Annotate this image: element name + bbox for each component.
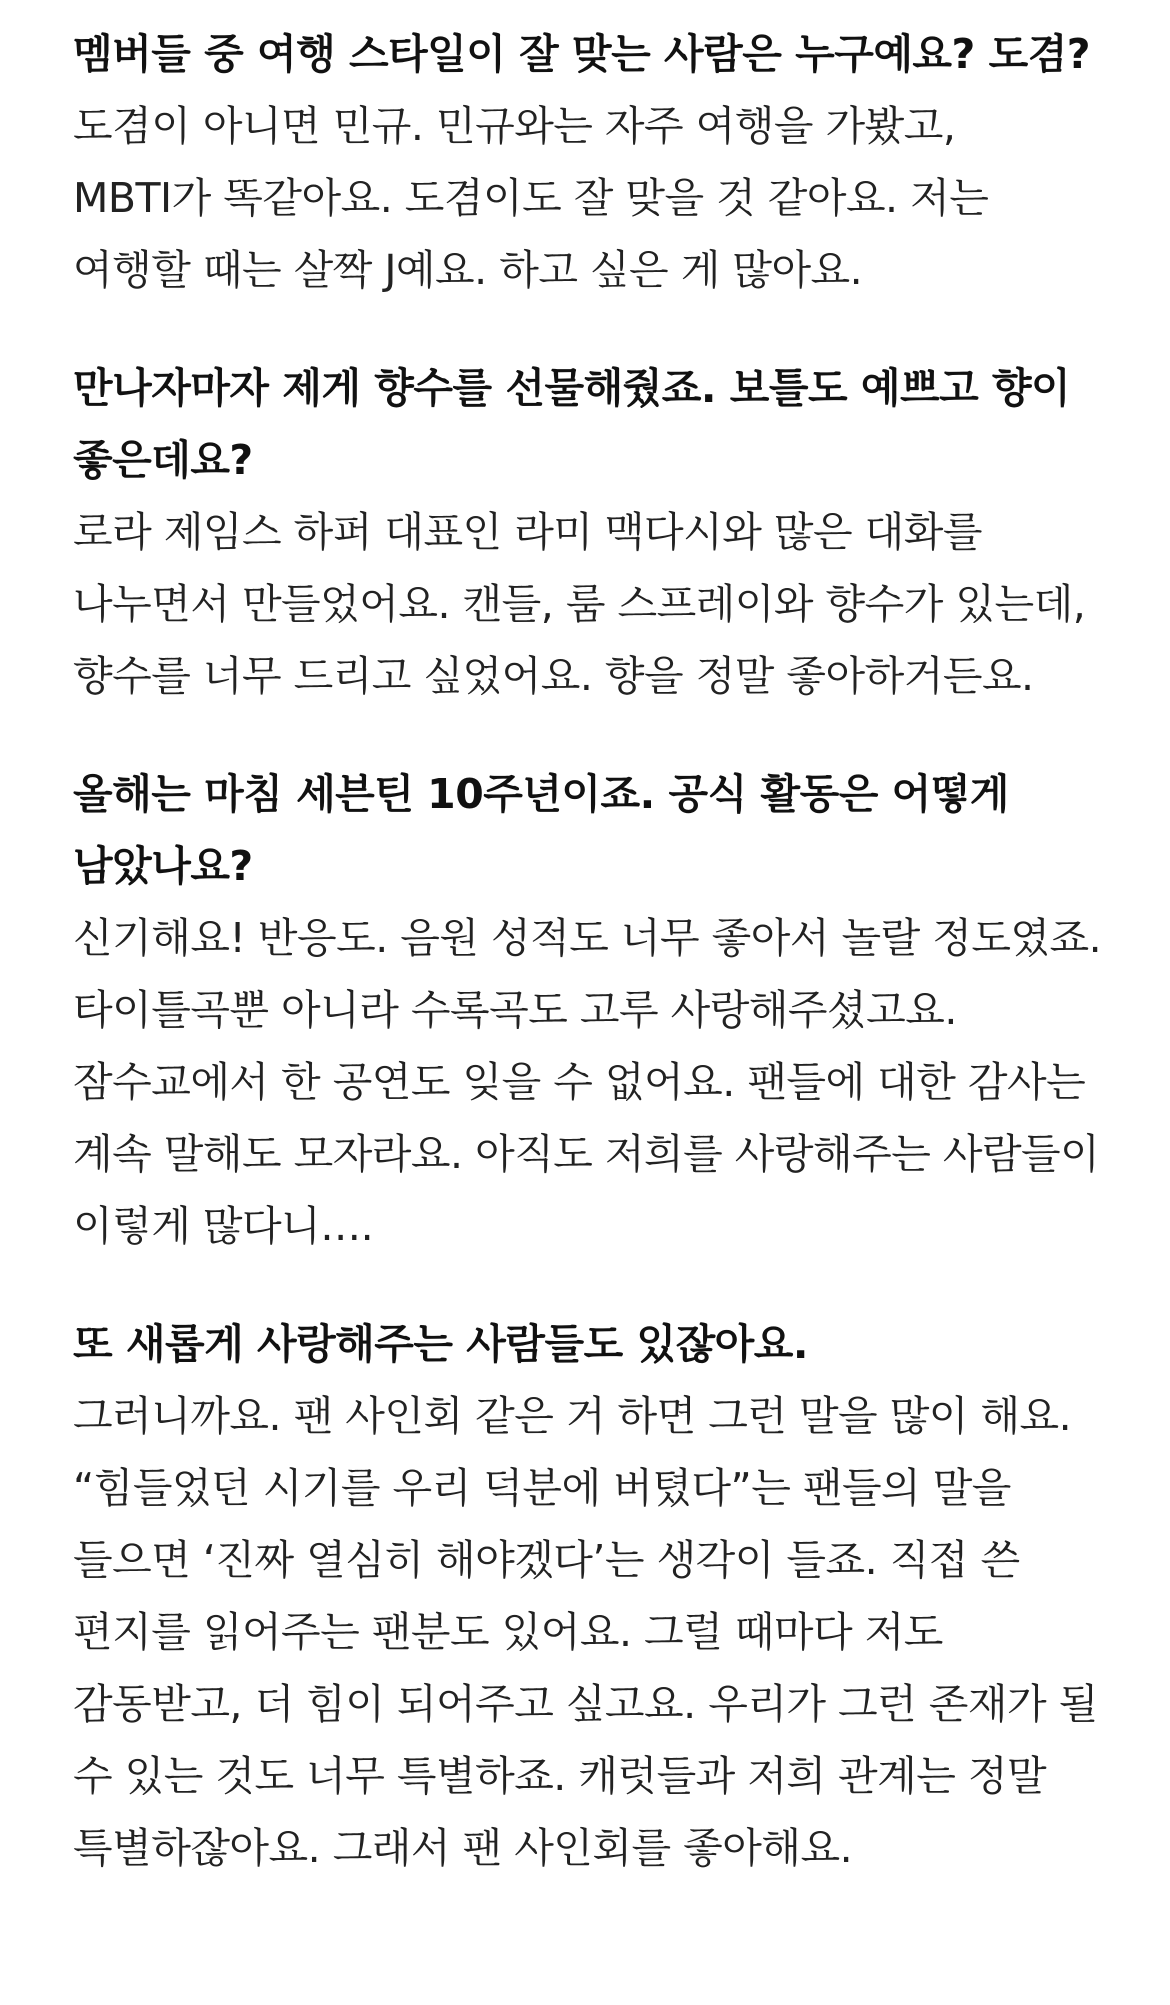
qa-block: [73, 758, 1103, 1262]
qa-block: [73, 1308, 1103, 1884]
interview-question: 올해는 마침 세븐틴 10주년이죠. 공식 활동은 어떻게 남았나요?: [73, 770, 1009, 890]
interview-article: [73, 18, 1103, 1930]
interview-answer: 도겸이 아니면 민규. 민규와는 자주 여행을 가봤고, MBTI가 똑같아요. 도겸이도 잘 맞을 것 같아요. 저는 여행할 때는 살짝 J예요. 하고 싶은 게 많아요.: [73, 102, 989, 294]
interview-answer: 신기해요! 반응도. 음원 성적도 너무 좋아서 놀랄 정도였죠. 타이틀곡뿐 아니라 수록곡도 고루 사랑해주셨고요. 잠수교에서 한 공연도 잊을 수 없어요. 팬들에 대한 감사는 계속 말해도 모자라요. 아직도 저희를 사랑해주는 사람들이 이렇게 많다니….: [73, 914, 1102, 1250]
qa-block: [73, 18, 1103, 306]
interview-answer: 그러니까요. 팬 사인회 같은 거 하면 그런 말을 많이 해요. “힘들었던 시기를 우리 덕분에 버텼다”는 팬들의 말을 들으면 ‘진짜 열심히 해야겠다’는 생각이 들죠. 직접 쓴 편지를 읽어주는 팬분도 있어요. 그럴 때마다 저도 감동받고, 더 힘이 되어주고 싶고요. 우리가 그런 존재가 될 수 있는 것도 너무 특별하죠. 캐럿들과 저희 관계는 정말 특별하잖아요. 그래서 팬 사인회를 좋아해요.: [73, 1392, 1098, 1872]
interview-answer: 로라 제임스 하퍼 대표인 라미 맥다시와 많은 대화를 나누면서 만들었어요. 캔들, 룸 스프레이와 향수가 있는데, 향수를 너무 드리고 싶었어요. 향을 정말 좋아하거든요.: [73, 508, 1086, 700]
interview-question: 멤버들 중 여행 스타일이 잘 맞는 사람은 누구예요? 도겸?: [73, 30, 1091, 78]
interview-question: 또 새롭게 사랑해주는 사람들도 있잖아요.: [73, 1320, 808, 1368]
interview-question: 만나자마자 제게 향수를 선물해줬죠. 보틀도 예쁘고 향이 좋은데요?: [73, 364, 1071, 484]
qa-block: [73, 352, 1103, 712]
